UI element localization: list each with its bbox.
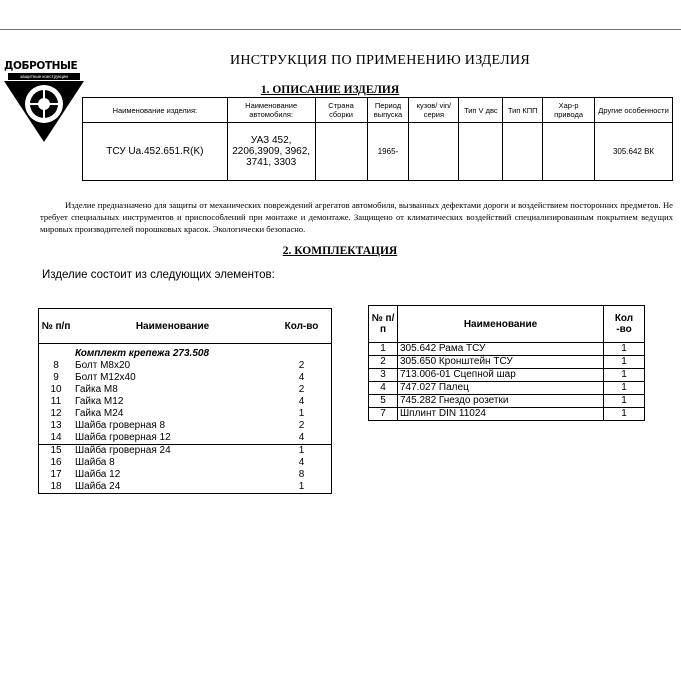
table-row — [369, 382, 645, 395]
logo-tagline: защитные конструкции — [8, 73, 80, 80]
row-name: Гайка М24 — [75, 408, 124, 419]
row-quantity: 1 — [298, 408, 305, 419]
row-quantity: 2 — [298, 360, 305, 371]
row-number: 17 — [50, 469, 62, 480]
row-quantity: 4 — [298, 372, 305, 383]
description-data-row — [83, 123, 673, 181]
row-name: Гайка М8 — [75, 384, 118, 395]
product-description-table — [82, 97, 673, 181]
kit-title: Комплект крепежа 273.508 — [75, 348, 210, 359]
table-row — [369, 343, 645, 356]
components-table — [368, 305, 645, 421]
company-logo — [2, 60, 86, 146]
row-quantity: 1 — [604, 408, 645, 421]
row-number: 11 — [50, 396, 62, 407]
row-number: 4 — [369, 382, 398, 395]
drive-type-cell — [543, 123, 595, 181]
row-quantity: 2 — [298, 384, 305, 395]
row-name: 747.027 Палец — [398, 382, 604, 395]
logo-brand: ДОБРОТНЫЕ — [4, 60, 78, 72]
row-number: 2 — [369, 356, 398, 369]
fastener-kit-table — [38, 308, 332, 494]
row-name: Болт М8х20 — [75, 360, 131, 371]
kit-title-row — [39, 344, 332, 361]
table-row — [39, 420, 332, 432]
row-number: 9 — [53, 372, 59, 383]
header-period: Период выпуска — [367, 98, 409, 123]
product-name-cell: ТСУ Ua.452.651.R(K) — [83, 123, 228, 181]
table-header-row — [369, 306, 645, 343]
row-quantity: 1 — [604, 356, 645, 369]
header-product-name: Наименование изделия: — [83, 98, 228, 123]
table-row — [39, 457, 332, 469]
table-row — [369, 369, 645, 382]
row-quantity: 1 — [604, 369, 645, 382]
top-rule — [0, 29, 681, 30]
description-header-row — [83, 98, 673, 123]
header-vehicle-name: Наименование автомобиля: — [227, 98, 315, 123]
table-row — [39, 469, 332, 481]
row-number: 8 — [53, 360, 59, 371]
table-row — [39, 445, 332, 458]
header-drive-type: Хар-р привода — [543, 98, 595, 123]
row-name: 745.282 Гнездо розетки — [398, 395, 604, 408]
table-row — [39, 372, 332, 384]
header-name: Наименование — [398, 306, 604, 343]
table-row — [39, 432, 332, 445]
product-description-text: Изделие предназначено для защиты от механических повреждений агрегатов автомобиля, вызванных дефектами дороги и воздействием посторонних предметов. Не требует специальных инструментов и приспособлений при монтаже и демонтаже. Защищено от климатических воздействий специализированным покрытием ведущих мировых производителей порошковых красок. Экологически безопасно. — [40, 200, 673, 234]
table-header-row — [39, 309, 332, 344]
header-other-features: Другие особенности — [595, 98, 673, 123]
header-number: № п/п — [369, 306, 398, 343]
table-row — [39, 360, 332, 372]
row-name: Шайба гроверная 24 — [73, 445, 272, 458]
row-quantity: 1 — [604, 343, 645, 356]
table-row — [39, 384, 332, 396]
row-name: 713.006-01 Сцепной шар — [398, 369, 604, 382]
country-cell — [315, 123, 367, 181]
header-country: Страна сборки — [315, 98, 367, 123]
header-quantity: Кол -во — [604, 306, 645, 343]
row-number: 10 — [50, 384, 62, 395]
row-name: 305.650 Кронштейн ТСУ — [398, 356, 604, 369]
row-name: Шайба 8 — [75, 457, 115, 468]
row-number: 3 — [369, 369, 398, 382]
row-quantity: 4 — [298, 396, 305, 407]
row-name: Шайба гроверная 12 — [75, 432, 171, 443]
section-1-title: 1. ОПИСАНИЕ ИЗДЕЛИЯ — [260, 84, 400, 96]
gearbox-type-cell — [503, 123, 543, 181]
table-row — [39, 396, 332, 408]
row-number: 16 — [50, 457, 62, 468]
row-number: 13 — [50, 420, 62, 431]
row-quantity: 1 — [604, 382, 645, 395]
header-gearbox-type: Тип КПП — [503, 98, 543, 123]
row-quantity: 1 — [272, 445, 332, 458]
row-name: Шайба 12 — [75, 469, 121, 480]
row-number: 5 — [369, 395, 398, 408]
row-name: Шайба гроверная 8 — [75, 420, 166, 431]
row-quantity: 1 — [298, 481, 305, 492]
table-row — [369, 408, 645, 421]
row-name: Гайка М12 — [75, 396, 124, 407]
period-cell: 1965- — [367, 123, 409, 181]
engine-type-cell — [459, 123, 503, 181]
row-quantity: 1 — [604, 395, 645, 408]
row-quantity: 4 — [298, 432, 305, 443]
other-features-cell: 305.642 ВК — [595, 123, 673, 181]
row-number: 18 — [50, 481, 62, 492]
table-row — [39, 408, 332, 420]
row-quantity: 4 — [298, 457, 305, 468]
header-body-vin: кузов/ vin/серия — [409, 98, 459, 123]
table-row — [369, 356, 645, 369]
header-number: № п/п — [39, 309, 74, 344]
row-name: Шплинт DIN 11024 — [398, 408, 604, 421]
row-number: 15 — [39, 445, 74, 458]
section-2-title: 2. КОМПЛЕКТАЦИЯ — [282, 245, 398, 257]
header-engine-type: Тип V двс — [459, 98, 503, 123]
page-title: ИНСТРУКЦИЯ ПО ПРИМЕНЕНИЮ ИЗДЕЛИЯ — [229, 53, 531, 68]
row-quantity: 2 — [298, 420, 305, 431]
row-quantity: 8 — [298, 469, 305, 480]
logo-emblem-icon — [2, 80, 86, 146]
row-name: 305.642 Рама ТСУ — [398, 343, 604, 356]
components-intro: Изделие состоит из следующих элементов: — [42, 269, 275, 281]
row-number: 7 — [369, 408, 398, 421]
row-name: Болт М12х40 — [75, 372, 136, 383]
table-row — [39, 481, 332, 494]
header-quantity: Кол-во — [272, 309, 332, 344]
vehicle-name-cell: УАЗ 452, 2206,3909, 3962, 3741, 3303 — [227, 123, 315, 181]
header-name: Наименование — [73, 309, 272, 344]
row-number: 12 — [50, 408, 62, 419]
row-name: Шайба 24 — [75, 481, 121, 492]
table-row — [369, 395, 645, 408]
row-number: 1 — [369, 343, 398, 356]
row-number: 14 — [50, 432, 62, 443]
body-vin-cell — [409, 123, 459, 181]
